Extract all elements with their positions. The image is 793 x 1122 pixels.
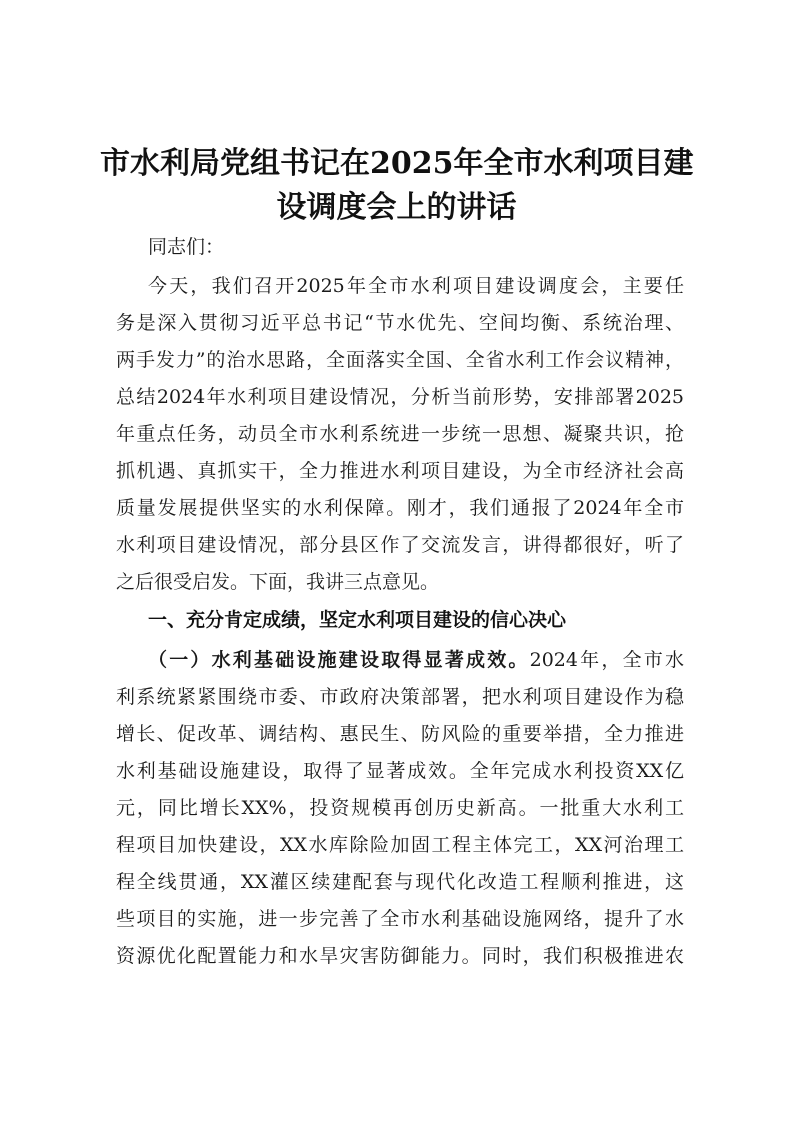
- paragraph-line: 利系统紧紧围绕市委、市政府决策部署，把水利项目建设作为稳: [116, 686, 684, 708]
- paragraph-line: 水利项目建设情况，部分县区作了交流发言，讲得都很好，听了: [116, 534, 684, 556]
- paragraph-line: 些项目的实施，进一步完善了全市水利基础设施网络，提升了水: [116, 908, 684, 930]
- paragraph-line: 年重点任务，动员全市水利系统进一步统一思想、凝聚共识，抢: [116, 423, 684, 445]
- paragraph-line: 务是深入贯彻习近平总书记“节水优先、空间均衡、系统治理、: [116, 312, 684, 334]
- paragraph-line: 总结2024年水利项目建设情况，分析当前形势，安排部署2025: [116, 386, 684, 408]
- salutation: 同志们：: [148, 236, 225, 258]
- paragraph-line: 增长、促改革、调结构、惠民生、防风险的重要举措，全力推进: [116, 723, 684, 745]
- paragraph-line: 水利基础设施建设，取得了显著成效。全年完成水利投资XX亿: [116, 760, 684, 782]
- paragraph-line: 今天，我们召开2025年全市水利项目建设调度会，主要任: [148, 275, 684, 297]
- paragraph-line: 资源优化配置能力和水旱灾害防御能力。同时，我们积极推进农: [116, 945, 684, 967]
- paragraph-line: 抓机遇、真抓实干，全力推进水利项目建设，为全市经济社会高: [116, 460, 684, 482]
- paragraph-line: 程项目加快建设，XX水库除险加固工程主体完工，XX河治理工: [116, 834, 684, 856]
- paragraph-line: 元，同比增长XX%，投资规模再创历史新高。一批重大水利工: [116, 797, 684, 819]
- section-heading-1: 一、充分肯定成绩，坚定水利项目建设的信心决心: [148, 609, 567, 631]
- title-line-1: 市水利局党组书记在2025年全市水利项目建: [100, 146, 694, 181]
- paragraph-line: 程全线贯通，XX灌区续建配套与现代化改造工程顺利推进，这: [116, 871, 684, 893]
- paragraph-achievements: [116, 642, 684, 975]
- paragraph-line: 之后很受启发。下面，我讲三点意见。: [116, 571, 440, 593]
- paragraph-first-line: [116, 642, 684, 679]
- sub-heading-1: （一）水利基础设施建设取得显著成效。: [148, 649, 530, 671]
- paragraph-line: 两手发力”的治水思路，全面落实全国、全省水利工作会议精神，: [116, 349, 684, 371]
- title-line-2: 设调度会上的讲话: [276, 190, 517, 225]
- paragraph-line: 质量发展提供坚实的水利保障。刚才，我们通报了2024年全市: [116, 497, 684, 519]
- paragraph-first-line-rest: 2024年，全市水: [529, 649, 684, 671]
- document-title: [100, 142, 693, 230]
- paragraph-opening: [116, 268, 684, 601]
